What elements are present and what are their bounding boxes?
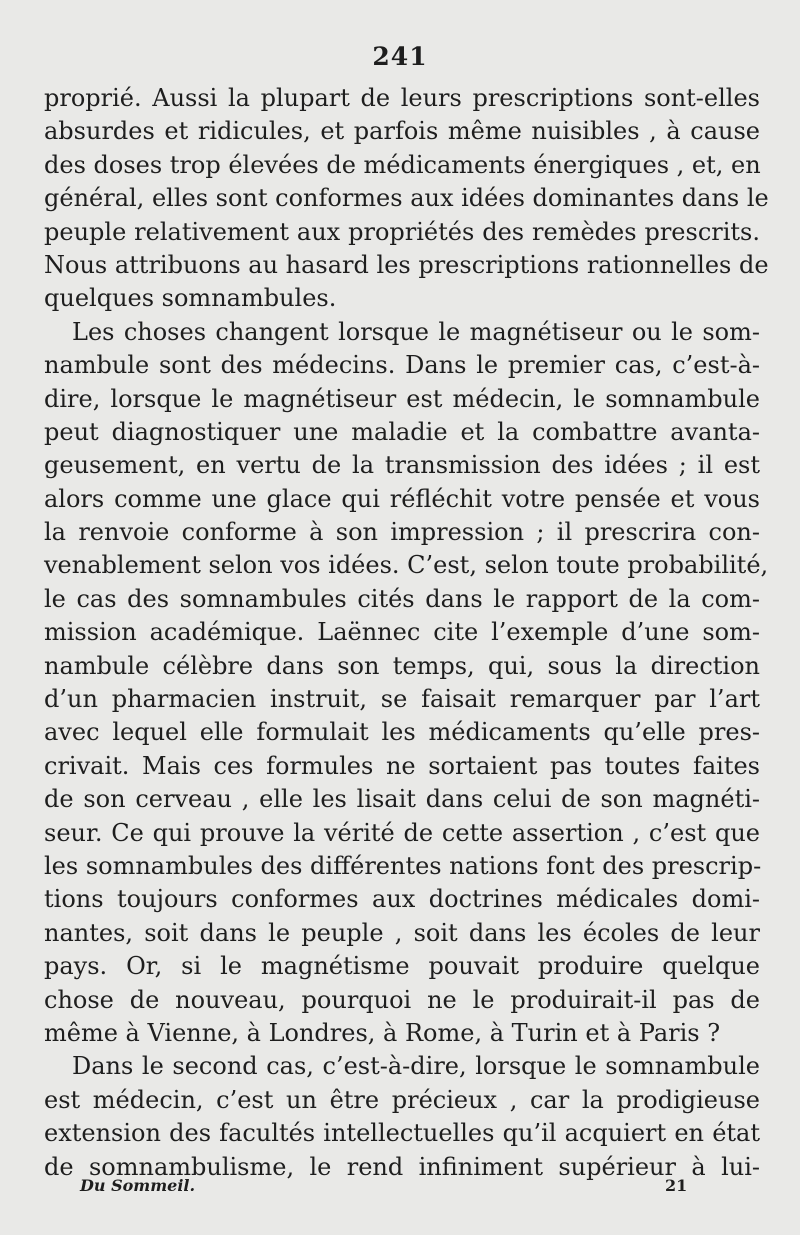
text-line: seur. Ce qui prouve la vérité de cette assertion , c’est que (44, 818, 760, 847)
text-line: est médecin, c’est un être précieux , car la prodigieuse (44, 1085, 760, 1114)
text-line: la renvoie conforme à son impression ; il prescrira con- (44, 518, 760, 547)
text-line: d’un pharmacien instruit, se faisait remarquer par l’art (44, 685, 760, 714)
running-footer-title: Du Sommeil. (80, 1176, 196, 1195)
signature-mark: 21 (665, 1176, 688, 1195)
body-text (44, 82, 769, 1184)
text-line: nantes, soit dans le peuple , soit dans les écoles de leur (44, 918, 760, 947)
text-line: le cas des somnambules cités dans le rapport de la com- (44, 584, 760, 613)
text-line: dire, lorsque le magnétiseur est médecin, le somnambule (44, 384, 760, 413)
text-line: alors comme une glace qui réfléchit votre pensée et vous (44, 484, 760, 513)
text-line: venablement selon vos idées. C’est, selon toute probabilité, (44, 551, 769, 580)
text-line: nambule sont des médecins. Dans le premier cas, c’est-à- (44, 351, 760, 380)
text-line: peuple relativement aux propriétés des remèdes prescrits. (44, 217, 760, 246)
text-line: de son cerveau , elle les lisait dans celui de son magnéti- (44, 785, 760, 814)
text-line: proprié. Aussi la plupart de leurs prescriptions sont-elles (44, 84, 760, 112)
text-line: de somnambulisme, le rend infiniment supérieur à lui- (44, 1152, 760, 1181)
page-number: 241 (372, 42, 428, 71)
text-line: Les choses changent lorsque le magnétiseur ou le som- (72, 317, 760, 346)
text-line: mission académique. Laënnec cite l’exemple d’une som- (44, 618, 760, 647)
text-line: absurdes et ridicules, et parfois même nuisibles , à cause (44, 117, 760, 146)
text-line: extension des facultés intellectuelles qu’il acquiert en état (44, 1119, 760, 1148)
text-line: quelques somnambules. (44, 284, 337, 313)
text-line: des doses trop élevées de médicaments énergiques , et, en (44, 150, 761, 179)
text-line: nambule célèbre dans son temps, qui, sous la direction (44, 651, 760, 680)
text-line: Dans le second cas, c’est-à-dire, lorsque le somnambule (72, 1052, 760, 1081)
text-line: Nous attribuons au hasard les prescriptions rationnelles de (44, 250, 769, 279)
text-line: avec lequel elle formulait les médicaments qu’elle pres- (44, 718, 760, 747)
text-line: geusement, en vertu de la transmission des idées ; il est (44, 451, 760, 480)
text-line: pays. Or, si le magnétisme pouvait produire quelque (44, 952, 760, 981)
text-line: tions toujours conformes aux doctrines médicales domi- (44, 885, 760, 914)
text-line: crivait. Mais ces formules ne sortaient pas toutes faites (44, 751, 760, 780)
text-line: les somnambules des différentes nations font des prescrip- (44, 851, 762, 880)
text-line: même à Vienne, à Londres, à Rome, à Turin et à Paris ? (44, 1018, 721, 1047)
page-footer (0, 1176, 800, 1200)
text-line: général, elles sont conformes aux idées dominantes dans le (44, 184, 769, 213)
text-line: chose de nouveau, pourquoi ne le produirait-il pas de (44, 985, 760, 1014)
text-line: peut diagnostiquer une maladie et la combattre avanta- (44, 417, 760, 446)
